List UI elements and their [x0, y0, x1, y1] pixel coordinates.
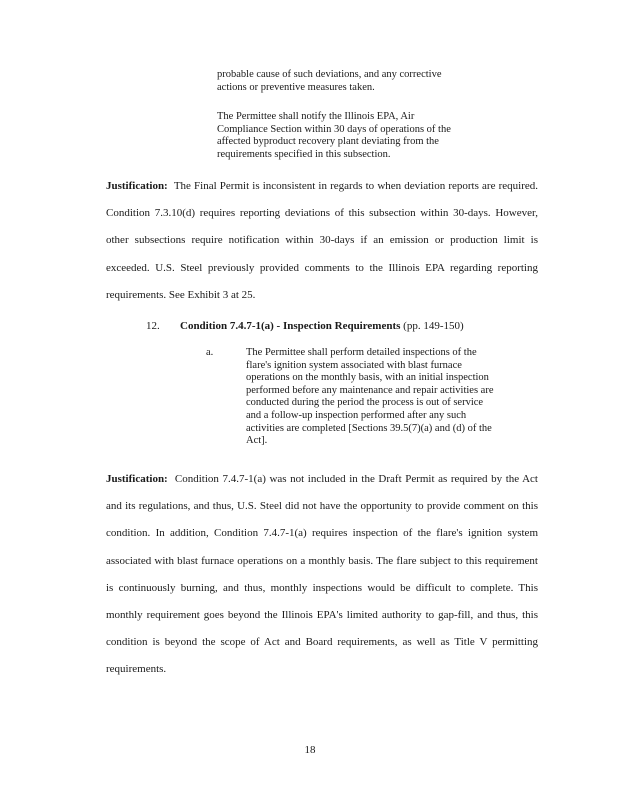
justification-text: The Final Permit is inconsistent in regards to when deviation reports are required. Condition 7.3.10(d) requires reporting deviations of this subsection within 30-days. However, other subsections require notification within 30-days if an emission or production limit is exceeded. U.S. Steel previously provided comments to the Illinois EPA regarding reporting requirements. See Exhibit 3 at 25. [106, 180, 538, 301]
justification-text: Condition 7.4.7-1(a) was not included in the Draft Permit as required by the Act and its regulations, and thus, U.S. Steel did not have the opportunity to provide comment on this condition. In addition, Condition 7.4.7-1(a) requires inspection of the flare's ignition system associated with blast furnace operations on a monthly basis. The flare subject to this requirement is continuously burning, and thus, monthly inspections would be difficult to complete. This monthly requirement goes beyond the Illinois EPA's limited authority to gap-fill, and thus, this condition is beyond the scope of Act and Board requirements, as well as Title V permitting requirements. [106, 473, 538, 676]
condition-pages: (pp. 149-150) [403, 320, 464, 332]
sub-item-text: The Permittee shall perform detailed inspections of the flare's ignition system associated with blast furnace operations on the monthly basis, with an initial inspection performed before any maintenance and repair activities are conducted during the period the process is out of service and a follow-up inspection performed after any such activities are completed [Sections 39.5(7)(a) and (d) of the Act]. [246, 347, 494, 447]
sub-item-letter: a. [206, 347, 214, 358]
condition-heading [180, 320, 540, 332]
justification-paragraph-1 [106, 173, 538, 309]
block-quote-notification: The Permittee shall notify the Illinois EPA, Air Compliance Section within 30 days of operations of the affected byproduct recovery plant deviating from the requirements specified in this subsection. [217, 111, 451, 160]
justification-label: Justification: [106, 473, 168, 485]
block-quote-continuation: probable cause of such deviations, and any corrective actions or preventive measures taken. [217, 69, 442, 93]
justification-label: Justification: [106, 180, 168, 192]
page-number: 18 [304, 744, 316, 756]
condition-number: 12. [146, 320, 160, 332]
justification-paragraph-2 [106, 466, 538, 684]
condition-title: Condition 7.4.7-1(a) - Inspection Requirements [180, 320, 401, 332]
